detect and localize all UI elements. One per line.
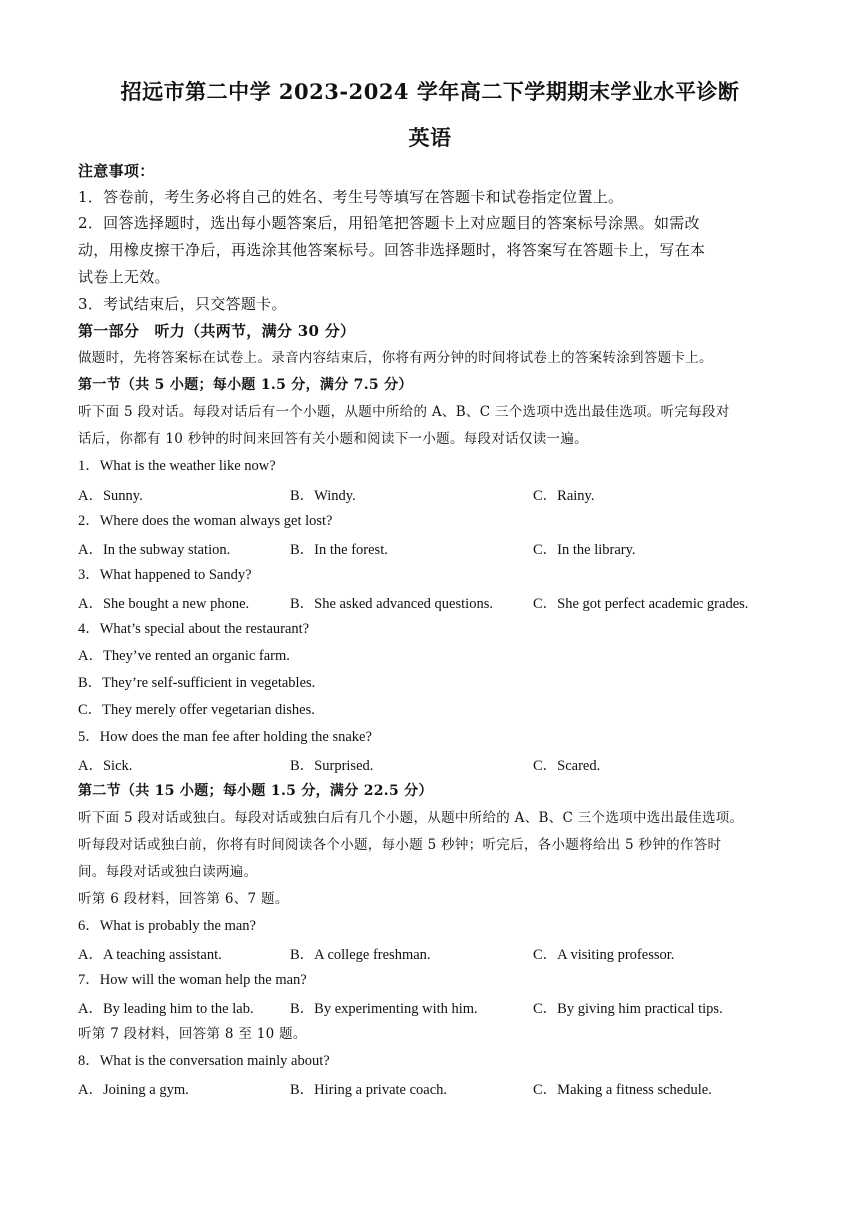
notice-item-1: 1．答卷前，考生务必将自己的姓名、考生号等填写在答题卡和试卷指定位置上。 [78, 188, 624, 206]
section1-heading: 第一节（共 5 小题；每小题 1.5 分，满分 7.5 分） [78, 377, 413, 393]
question-2-option-c: C．In the library. [533, 542, 636, 558]
question-4-option-c: C．They merely offer vegetarian dishes. [78, 702, 315, 718]
part1-instruction: 做题时，先将答案标在试卷上。录音内容结束后，你将有两分钟的时间将试卷上的答案转涂到答题卡上。 [78, 350, 713, 366]
question-3-option-c: C．She got perfect academic grades. [533, 596, 749, 612]
question-6-option-a: A．A teaching assistant. [78, 947, 222, 963]
question-1-option-a: A．Sunny. [78, 488, 143, 504]
section2-instruction-line-3: 间。每段对话或独白读两遍。 [78, 864, 258, 880]
question-8-option-c: C．Making a fitness schedule. [533, 1082, 712, 1098]
question-5-option-c: C．Scared. [533, 758, 601, 774]
question-5-option-b: B．Surprised. [290, 758, 374, 774]
question-7-option-b: B．By experimenting with him. [290, 1001, 478, 1017]
question-4-option-b: B．They’re self-sufficient in vegetables. [78, 675, 316, 691]
question-5-stem: 5．How does the man fee after holding the snake? [78, 729, 372, 745]
question-3-option-b: B．She asked advanced questions. [290, 596, 493, 612]
notice-item-2-line-2: 动，用橡皮擦干净后，再选涂其他答案标号。回答非选择题时，将答案写在答题卡上，写在本 [78, 241, 706, 259]
question-8-option-a: A．Joining a gym. [78, 1082, 189, 1098]
exam-title: 招远市第二中学 2023-2024 学年高二下学期期末学业水平诊断 [120, 79, 740, 104]
notice-item-2-line-1: 2．回答选择题时，选出每小题答案后，用铅笔把答题卡上对应题目的答案标号涂黑。如需改 [78, 214, 700, 232]
question-8-option-b: B．Hiring a private coach. [290, 1082, 448, 1098]
material-7-instruction: 听第 7 段材料，回答第 8 至 10 题。 [78, 1026, 307, 1042]
question-7-stem: 7．How will the woman help the man? [78, 972, 307, 988]
question-1-option-c: C．Rainy. [533, 488, 595, 504]
question-2-option-a: A．In the subway station. [78, 542, 231, 558]
question-1-stem: 1．What is the weather like now? [78, 458, 276, 474]
question-5-option-a: A．Sick. [78, 758, 133, 774]
question-6-option-b: B．A college freshman. [290, 947, 431, 963]
subject-title: 英语 [408, 125, 452, 150]
section1-instruction-line-2: 话后，你都有 10 秒钟的时间来回答有关小题和阅读下一小题。每段对话仅读一遍。 [78, 431, 588, 447]
question-3-option-a: A．She bought a new phone. [78, 596, 250, 612]
question-3-stem: 3．What happened to Sandy? [78, 567, 252, 583]
material-6-instruction: 听第 6 段材料，回答第 6、7 题。 [78, 891, 289, 907]
question-4-option-a: A．They’ve rented an organic farm. [78, 648, 290, 664]
question-7-option-a: A．By leading him to the lab. [78, 1001, 254, 1017]
notice-heading: 注意事项： [78, 162, 155, 180]
question-6-stem: 6．What is probably the man? [78, 918, 256, 934]
question-7-option-c: C．By giving him practical tips. [533, 1001, 723, 1017]
question-2-stem: 2．Where does the woman always get lost? [78, 513, 333, 529]
part1-heading: 第一部分 听力（共两节，满分 30 分） [78, 322, 356, 340]
section2-instruction-line-1: 听下面 5 段对话或独白。每段对话或独白后有几个小题，从题中所给的 A、B、C 三个选项中选出最佳选项。 [78, 810, 744, 826]
question-1-option-b: B．Windy. [290, 488, 356, 504]
question-4-stem: 4．What’s special about the restaurant? [78, 621, 310, 637]
question-8-stem: 8．What is the conversation mainly about? [78, 1053, 330, 1069]
section1-instruction-line-1: 听下面 5 段对话。每段对话后有一个小题，从题中所给的 A、B、C 三个选项中选出最佳选项。听完每段对 [78, 404, 730, 420]
question-6-option-c: C．A visiting professor. [533, 947, 675, 963]
notice-item-2-line-3: 试卷上无效。 [78, 268, 170, 286]
section2-heading: 第二节（共 15 小题；每小题 1.5 分，满分 22.5 分） [78, 783, 433, 799]
notice-item-3: 3．考试结束后，只交答题卡。 [78, 295, 287, 313]
section2-instruction-line-2: 听每段对话或独白前，你将有时间阅读各个小题，每小题 5 秒钟；听完后，各小题将给出 5 秒钟的作答时 [78, 837, 722, 853]
question-2-option-b: B．In the forest. [290, 542, 388, 558]
